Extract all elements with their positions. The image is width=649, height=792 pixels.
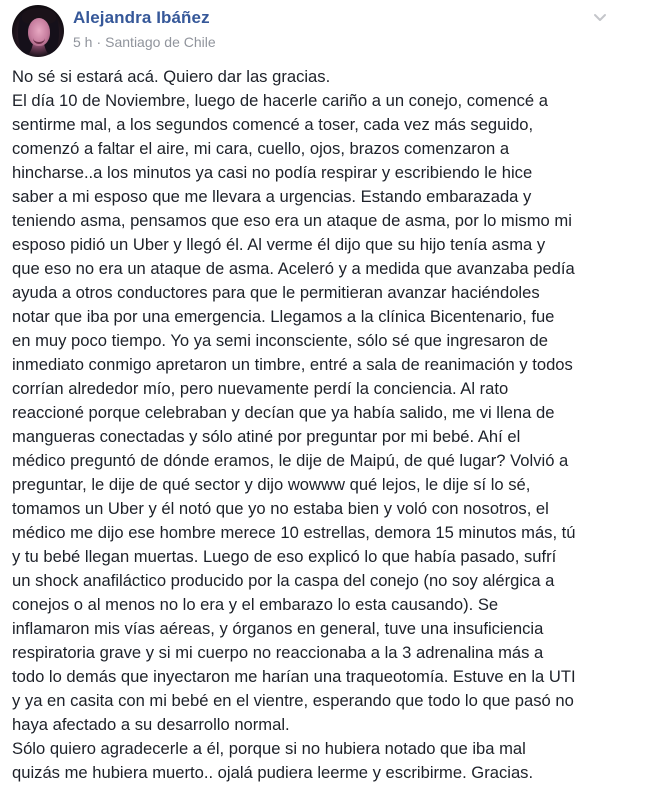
post-body-line: inmediato conmigo apretaron un timbre, entré a sala de reanimación y todos <box>12 355 573 374</box>
post-body-line: esposo pidió un Uber y llegó él. Al verme él dijo que su hijo tenía asma y <box>12 235 546 254</box>
post-body-line: respiratoria grave y si mi cuerpo no reaccionaba a la 3 adrenalina más a <box>12 643 544 662</box>
post-body-line: en muy poco tiempo. Yo ya semi inconsciente, sólo sé que ingresaron de <box>12 331 548 350</box>
post-body-line: quizás me hubiera muerto.. ojalá pudiera leerme y escribirme. Gracias. <box>12 763 534 782</box>
post-body <box>12 65 642 785</box>
post-body-line: hincharse..a los minutos ya casi no podía respirar y escribiendo le hice <box>12 163 533 182</box>
post-body-line: reaccioné porque celebraban y decían que ya había salido, me vi llena de <box>12 403 555 422</box>
post-body-line: El día 10 de Noviembre, luego de hacerle cariño a un conejo, comencé a <box>12 91 548 110</box>
post-body-line: teniendo asma, pensamos que eso era un ataque de asma, por lo mismo mi <box>12 211 572 230</box>
post-header <box>0 0 649 62</box>
post-body-line: sentirme mal, a los segundos comencé a toser, cada vez más seguido, <box>12 115 534 134</box>
post-body-line: médico me dijo ese hombre merece 10 estrellas, demora 15 minutos más, tú <box>12 523 576 542</box>
post-body-line: ayuda a otros conductores para que le permitieran avanzar haciéndoles <box>12 283 540 302</box>
post-meta <box>73 34 216 50</box>
post-body-line: todo lo demás que inyectaron me harían una traqueotomía. Estuve en la UTI <box>12 667 576 686</box>
meta-separator: · <box>96 34 102 50</box>
post-body-line: médico preguntó de dónde eramos, le dije de Maipú, de qué lugar? Volvió a <box>12 451 569 470</box>
post-body-line: haya afectado a su desarrollo normal. <box>12 715 290 734</box>
post-body-line: conejos o al menos no lo era y el embarazo lo esta causando). Se <box>12 595 499 614</box>
chevron-down-icon[interactable] <box>593 10 607 20</box>
post-location[interactable]: Santiago de Chile <box>105 34 216 50</box>
post-body-line: comenzó a faltar el aire, mi cara, cuello, ojos, brazos comenzaron a <box>12 139 510 158</box>
post-body-line: No sé si estará acá. Quiero dar las gracias. <box>12 67 331 86</box>
author-name-link[interactable]: Alejandra Ibáñez <box>73 8 210 27</box>
post-timestamp[interactable]: 5 h <box>73 34 93 50</box>
post-body-line: y tu bebé llegan muertas. Luego de eso explicó lo que había pasado, sufrí <box>12 547 557 566</box>
post-body-line: preguntar, le dije de qué sector y dijo wowww qué lejos, le dije sí lo sé, <box>12 475 531 494</box>
post-body-line: inflamaron mis vías aéreas, y órganos en general, tuve una insuficiencia <box>12 619 544 638</box>
post-body-line: mangueras conectadas y sólo atiné por preguntar por mi bebé. Ahí el <box>12 427 521 446</box>
post-body-line: que eso no era un ataque de asma. Aceleró y a medida que avanzaba pedía <box>12 259 575 278</box>
post-body-line: notar que iba por una emergencia. Llegamos a la clínica Bicentenario, fue <box>12 307 555 326</box>
post-body-line: corrían alrededor mío, pero nuevamente perdí la conciencia. Al rato <box>12 379 509 398</box>
post-body-line: tomamos un Uber y él notó que yo no estaba bien y voló con nosotros, el <box>12 499 549 518</box>
post-body-line: y ya en casita con mi bebé en el vientre, esperando que todo lo que pasó no <box>12 691 574 710</box>
post-body-line: saber a mi esposo que me llevara a urgencias. Estando embarazada y <box>12 187 532 206</box>
post-body-line: Sólo quiero agradecerle a él, porque si no hubiera notado que iba mal <box>12 739 526 758</box>
avatar[interactable] <box>12 5 64 57</box>
post-body-line: un shock anafiláctico producido por la caspa del conejo (no soy alérgica a <box>12 571 555 590</box>
